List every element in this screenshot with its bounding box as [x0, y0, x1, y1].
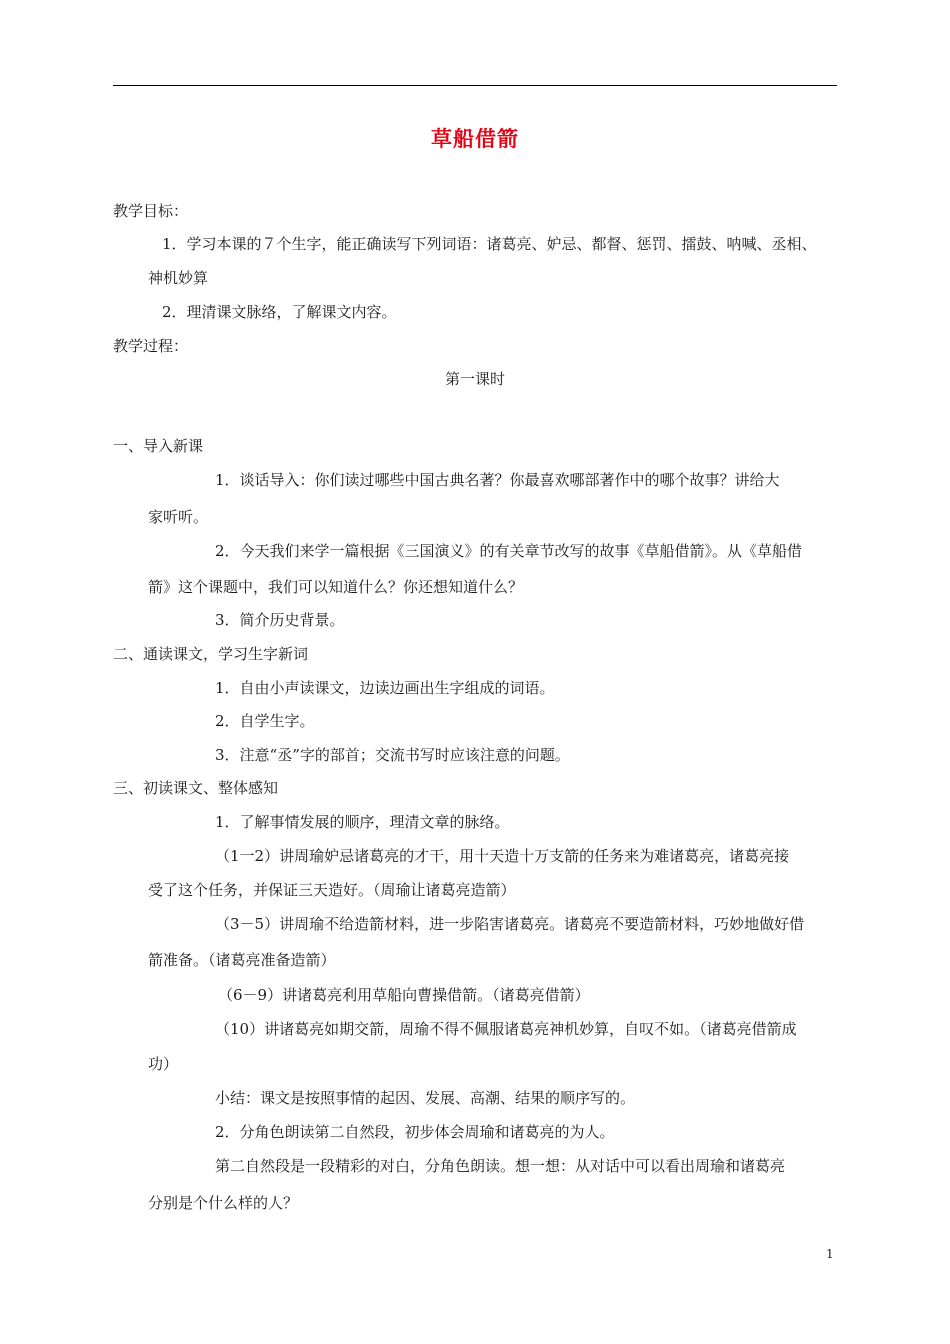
section-1-item-3: 3．简介历史背景。 — [215, 611, 345, 629]
process-heading: 教学过程： — [113, 337, 189, 355]
section-2-item-3: 3．注意“丞”字的部首；交流书写时应该注意的问题。 — [215, 746, 570, 764]
document-title: 草船借箭 — [431, 127, 519, 151]
objective-item-1: 1．学习本课的７个生字，能正确读写下列词语：诸葛亮、妒忌、都督、惩罚、擂鼓、呐喊、丞相、 — [162, 235, 817, 253]
section-2-item-2: 2．自学生字。 — [215, 712, 315, 730]
section-3-summary: 小结：课文是按照事情的起因、发展、高潮、结果的顺序写的。 — [215, 1089, 636, 1107]
section-3-item-1: 1．了解事情发展的顺序，理清文章的脉络。 — [215, 813, 510, 831]
section-3-para-b-cont: 箭准备。（诸葛亮准备造箭） — [148, 951, 336, 969]
section-3-para-d-cont: 功） — [148, 1055, 179, 1073]
section-1-item-1: 1．谈话导入：你们读过哪些中国古典名著？你最喜欢哪部著作中的哪个故事？讲给大 — [215, 471, 780, 489]
section-3-para-a: （1一2）讲周瑜妒忌诸葛亮的才干，用十天造十万支箭的任务来为难诸葛亮，诸葛亮接 — [215, 847, 790, 865]
section-3-para-d: （10）讲诸葛亮如期交箭，周瑜不得不佩服诸葛亮神机妙算，自叹不如。（诸葛亮借箭成 — [215, 1020, 797, 1038]
objective-item-1-cont: 神机妙算 — [148, 269, 209, 287]
section-3-para-a-cont: 受了这个任务，并保证三天造好。（周瑜让诸葛亮造箭） — [148, 881, 516, 899]
objectives-heading: 教学目标： — [113, 202, 189, 220]
section-3-item-2: 2．分角色朗读第二自然段，初步体会周瑜和诸葛亮的为人。 — [215, 1123, 615, 1141]
section-3-para-e-cont: 分别是个什么样的人？ — [148, 1194, 299, 1212]
lesson-title: 第一课时 — [444, 370, 505, 388]
section-3-para-c: （6－9）讲诸葛亮利用草船向曹操借箭。（诸葛亮借箭） — [218, 986, 590, 1004]
section-1-item-2: 2．今天我们来学一篇根据《三国演义》的有关章节改写的故事《草船借箭》。从《草船借 — [215, 542, 803, 560]
section-1-heading: 一、导入新课 — [113, 437, 204, 455]
section-2-item-1: 1．自由小声读课文，边读边画出生字组成的词语。 — [215, 679, 555, 697]
page-number: 1 — [826, 1247, 834, 1261]
section-3-heading: 三、初读课文、整体感知 — [113, 779, 279, 797]
header-rule — [113, 85, 837, 86]
section-3-para-b: （3－5）讲周瑜不给造箭材料，进一步陷害诸葛亮。诸葛亮不要造箭材料，巧妙地做好借 — [215, 915, 805, 933]
section-1-item-1-cont: 家听听。 — [148, 508, 209, 526]
section-1-item-2-cont: 箭》这个课题中，我们可以知道什么？你还想知道什么？ — [148, 578, 524, 596]
section-2-heading: 二、通读课文，学习生字新词 — [113, 645, 309, 663]
section-3-para-e: 第二自然段是一段精彩的对白，分角色朗读。想一想：从对话中可以看出周瑜和诸葛亮 — [215, 1157, 786, 1175]
objective-item-2: 2．理清课文脉络，了解课文内容。 — [162, 303, 397, 321]
